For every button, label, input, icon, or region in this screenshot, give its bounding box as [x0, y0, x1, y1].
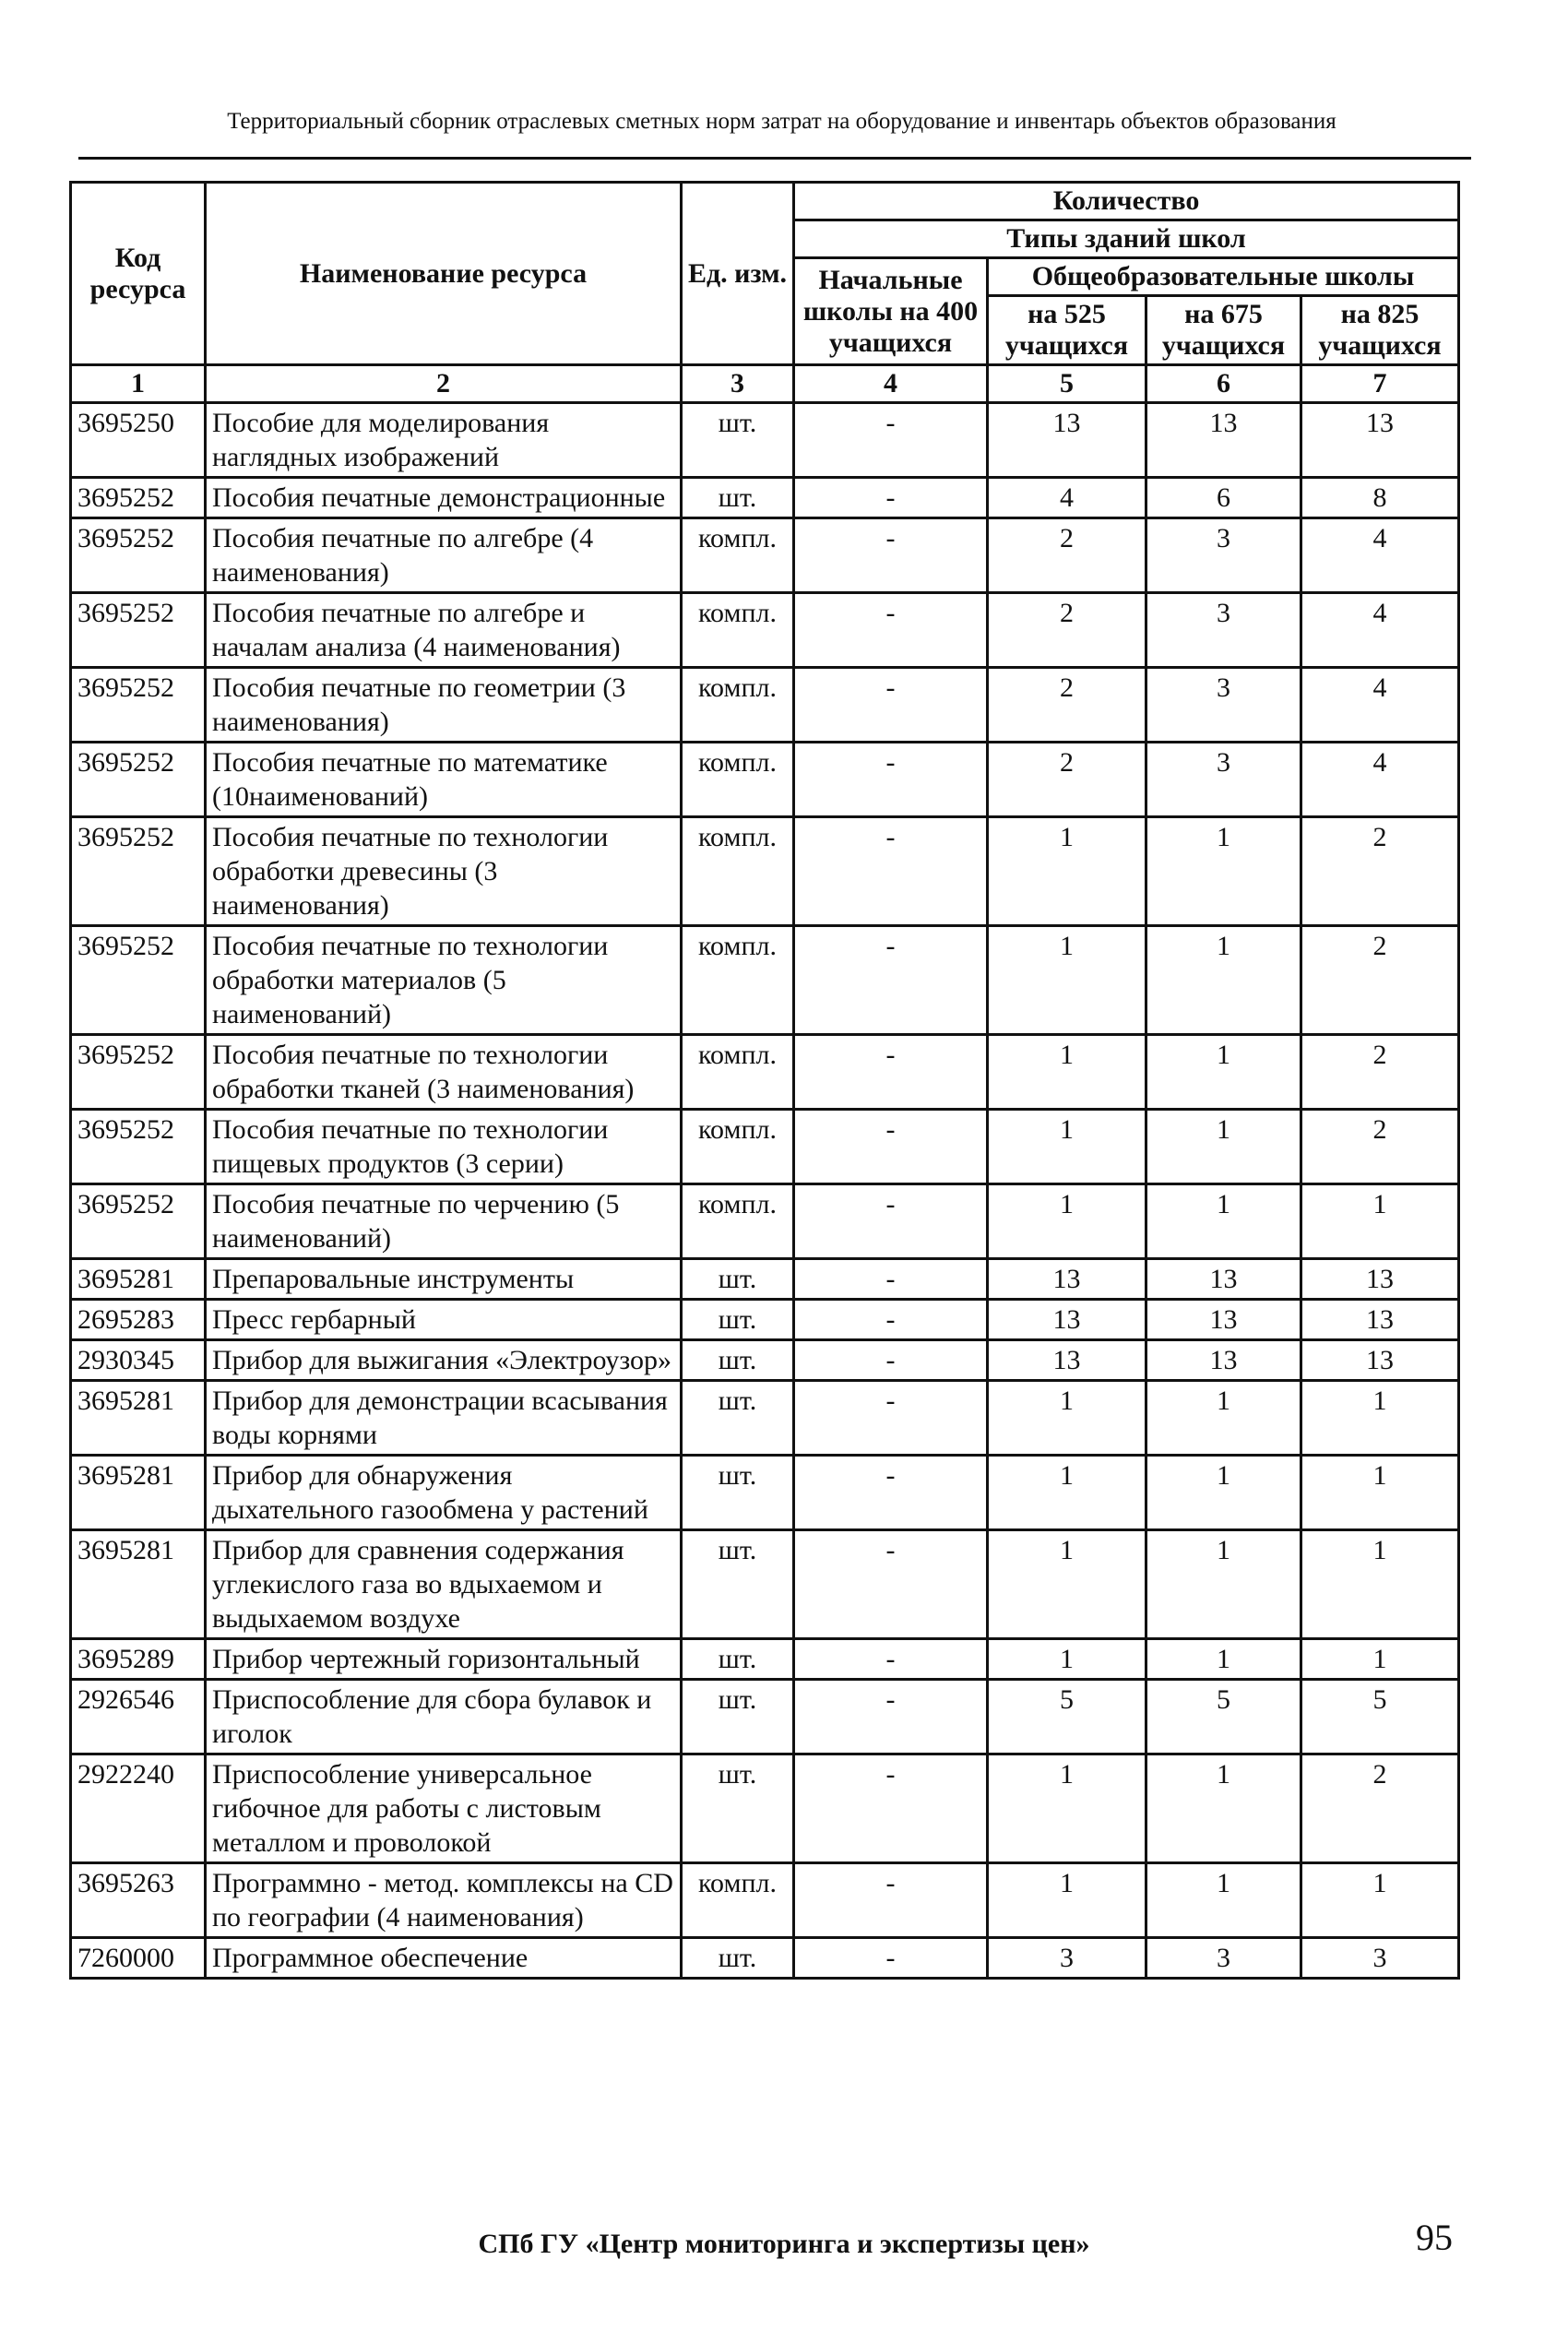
qty-general-675: 13: [1146, 1300, 1301, 1340]
resource-code: 3695252: [71, 518, 206, 593]
resource-code: 3695252: [71, 1035, 206, 1110]
unit-of-measure: шт.: [682, 478, 794, 518]
table-row: [71, 1110, 1459, 1184]
unit-of-measure: компл.: [682, 1184, 794, 1259]
qty-general-675: 1: [1146, 1381, 1301, 1456]
qty-general-675: 1: [1146, 1184, 1301, 1259]
column-number: 2: [206, 365, 682, 403]
qty-general-675: 3: [1146, 518, 1301, 593]
table-row: [71, 1639, 1459, 1680]
resource-name: Прибор для обнаружения дыхательного газообмена у растений: [206, 1456, 682, 1530]
qty-general-825: 4: [1301, 668, 1459, 743]
qty-general-525: 1: [988, 1863, 1146, 1938]
qty-general-675: 1: [1146, 1639, 1301, 1680]
resource-name: Пособия печатные по технологии обработки древесины (3 наименования): [206, 817, 682, 926]
qty-general-675: 3: [1146, 1938, 1301, 1979]
qty-general-525: 3: [988, 1938, 1146, 1979]
header-cap-825: на 825 учащихся: [1301, 296, 1459, 365]
unit-of-measure: шт.: [682, 1340, 794, 1381]
unit-of-measure: шт.: [682, 1381, 794, 1456]
unit-of-measure: компл.: [682, 926, 794, 1035]
header-unit: Ед. изм.: [682, 183, 794, 365]
qty-general-525: 13: [988, 1340, 1146, 1381]
qty-general-675: 1: [1146, 1754, 1301, 1863]
unit-of-measure: компл.: [682, 1863, 794, 1938]
column-number: 4: [794, 365, 988, 403]
header-code: Код ресурса: [71, 183, 206, 365]
resource-code: 3695252: [71, 1184, 206, 1259]
qty-general-675: 1: [1146, 1035, 1301, 1110]
resource-code: 2926546: [71, 1680, 206, 1754]
table-row: [71, 926, 1459, 1035]
resource-name: Пособия печатные по технологии обработки материалов (5 наименований): [206, 926, 682, 1035]
resource-code: 3695252: [71, 926, 206, 1035]
qty-general-675: 6: [1146, 478, 1301, 518]
header-cap-675: на 675 учащихся: [1146, 296, 1301, 365]
resource-name: Приспособление универсальное гибочное для работы с листовым металлом и проволокой: [206, 1754, 682, 1863]
qty-general-675: 1: [1146, 926, 1301, 1035]
qty-general-825: 1: [1301, 1381, 1459, 1456]
qty-primary-400: -: [794, 1381, 988, 1456]
table-row: [71, 668, 1459, 743]
qty-general-675: 1: [1146, 1456, 1301, 1530]
qty-primary-400: -: [794, 1340, 988, 1381]
header-name: Наименование ресурса: [206, 183, 682, 365]
qty-general-825: 2: [1301, 926, 1459, 1035]
qty-general-825: 1: [1301, 1456, 1459, 1530]
page-number: 95: [1416, 2217, 1453, 2258]
resource-code: 3695263: [71, 1863, 206, 1938]
resource-name: Пособие для моделирования наглядных изображений: [206, 403, 682, 478]
qty-primary-400: -: [794, 926, 988, 1035]
unit-of-measure: шт.: [682, 403, 794, 478]
qty-primary-400: -: [794, 1639, 988, 1680]
resource-name: Прибор чертежный горизонтальный: [206, 1639, 682, 1680]
qty-general-525: 1: [988, 926, 1146, 1035]
unit-of-measure: компл.: [682, 817, 794, 926]
resource-code: 3695289: [71, 1639, 206, 1680]
qty-general-825: 8: [1301, 478, 1459, 518]
qty-general-825: 5: [1301, 1680, 1459, 1754]
unit-of-measure: шт.: [682, 1456, 794, 1530]
column-number: 3: [682, 365, 794, 403]
resource-name: Пособия печатные по алгебре (4 наименования): [206, 518, 682, 593]
qty-general-525: 1: [988, 1035, 1146, 1110]
resource-name: Прибор для демонстрации всасывания воды корнями: [206, 1381, 682, 1456]
qty-general-525: 2: [988, 743, 1146, 817]
unit-of-measure: шт.: [682, 1300, 794, 1340]
qty-general-525: 1: [988, 1639, 1146, 1680]
qty-general-825: 2: [1301, 1754, 1459, 1863]
resource-code: 3695252: [71, 668, 206, 743]
resource-code: 3695252: [71, 817, 206, 926]
resource-code: 3695250: [71, 403, 206, 478]
table-row: [71, 1938, 1459, 1979]
unit-of-measure: компл.: [682, 593, 794, 668]
qty-general-825: 13: [1301, 1300, 1459, 1340]
qty-primary-400: -: [794, 478, 988, 518]
unit-of-measure: компл.: [682, 668, 794, 743]
qty-primary-400: -: [794, 1300, 988, 1340]
table-row: [71, 518, 1459, 593]
column-number: 6: [1146, 365, 1301, 403]
qty-primary-400: -: [794, 1259, 988, 1300]
running-header: Территориальный сборник отраслевых сметных норм затрат на оборудование и инвентарь объектов образования: [227, 109, 1336, 134]
column-number: 7: [1301, 365, 1459, 403]
qty-general-525: 1: [988, 1184, 1146, 1259]
qty-primary-400: -: [794, 1863, 988, 1938]
qty-general-525: 5: [988, 1680, 1146, 1754]
resource-code: 2695283: [71, 1300, 206, 1340]
resource-code: 3695252: [71, 593, 206, 668]
unit-of-measure: шт.: [682, 1530, 794, 1639]
qty-general-825: 3: [1301, 1938, 1459, 1979]
qty-primary-400: -: [794, 1184, 988, 1259]
qty-general-675: 13: [1146, 403, 1301, 478]
resource-name: Пособия печатные по технологии пищевых продуктов (3 серии): [206, 1110, 682, 1184]
qty-general-525: 1: [988, 1754, 1146, 1863]
resource-name: Приспособление для сбора булавок и иголок: [206, 1680, 682, 1754]
header-building-types: Типы зданий школ: [794, 220, 1459, 258]
qty-general-825: 1: [1301, 1863, 1459, 1938]
qty-general-825: 13: [1301, 403, 1459, 478]
table-row: [71, 1035, 1459, 1110]
qty-general-525: 2: [988, 518, 1146, 593]
header-primary-schools: Начальные школы на 400 учащихся: [794, 258, 988, 365]
unit-of-measure: шт.: [682, 1639, 794, 1680]
qty-primary-400: -: [794, 518, 988, 593]
qty-general-675: 1: [1146, 1530, 1301, 1639]
qty-general-525: 4: [988, 478, 1146, 518]
qty-general-825: 2: [1301, 817, 1459, 926]
resource-code: 3695281: [71, 1259, 206, 1300]
table-row: [71, 1456, 1459, 1530]
resource-name: Прибор для выжигания «Электроузор»: [206, 1340, 682, 1381]
qty-primary-400: -: [794, 1680, 988, 1754]
unit-of-measure: компл.: [682, 743, 794, 817]
qty-general-525: 1: [988, 1530, 1146, 1639]
qty-general-825: 4: [1301, 518, 1459, 593]
qty-general-525: 1: [988, 817, 1146, 926]
qty-primary-400: -: [794, 1530, 988, 1639]
qty-general-825: 13: [1301, 1259, 1459, 1300]
table-row: [71, 1680, 1459, 1754]
table-row: [71, 1300, 1459, 1340]
unit-of-measure: шт.: [682, 1680, 794, 1754]
qty-general-675: 13: [1146, 1340, 1301, 1381]
qty-general-675: 3: [1146, 668, 1301, 743]
unit-of-measure: компл.: [682, 1110, 794, 1184]
resource-name: Программное обеспечение: [206, 1938, 682, 1979]
qty-general-675: 3: [1146, 743, 1301, 817]
resource-code: 3695252: [71, 743, 206, 817]
qty-general-525: 1: [988, 1381, 1146, 1456]
column-number-row: [71, 365, 1459, 403]
table-row: [71, 593, 1459, 668]
footer-organization: СПб ГУ «Центр мониторинга и экспертизы цен»: [478, 2229, 1090, 2259]
qty-primary-400: -: [794, 743, 988, 817]
table-row: [71, 1184, 1459, 1259]
qty-general-675: 1: [1146, 1863, 1301, 1938]
resource-name: Пресс гербарный: [206, 1300, 682, 1340]
qty-primary-400: -: [794, 817, 988, 926]
unit-of-measure: компл.: [682, 518, 794, 593]
header-rule: [78, 157, 1471, 160]
qty-general-525: 1: [988, 1456, 1146, 1530]
qty-general-525: 1: [988, 1110, 1146, 1184]
qty-primary-400: -: [794, 403, 988, 478]
qty-general-675: 3: [1146, 593, 1301, 668]
column-number: 1: [71, 365, 206, 403]
resource-name: Программно - метод. комплексы на CD по географии (4 наименования): [206, 1863, 682, 1938]
resource-name: Пособия печатные по геометрии (3 наименования): [206, 668, 682, 743]
qty-general-825: 1: [1301, 1530, 1459, 1639]
header-quantity: Количество: [794, 183, 1459, 220]
table-row: [71, 1863, 1459, 1938]
qty-general-525: 13: [988, 1259, 1146, 1300]
table-row: [71, 743, 1459, 817]
qty-primary-400: -: [794, 1456, 988, 1530]
qty-primary-400: -: [794, 593, 988, 668]
resource-name: Препаровальные инструменты: [206, 1259, 682, 1300]
unit-of-measure: шт.: [682, 1259, 794, 1300]
table-row: [71, 1259, 1459, 1300]
table-row: [71, 478, 1459, 518]
qty-general-825: 4: [1301, 743, 1459, 817]
resource-code: 2930345: [71, 1340, 206, 1381]
qty-general-525: 13: [988, 1300, 1146, 1340]
resource-code: 3695281: [71, 1456, 206, 1530]
qty-general-825: 2: [1301, 1110, 1459, 1184]
qty-general-825: 13: [1301, 1340, 1459, 1381]
unit-of-measure: шт.: [682, 1754, 794, 1863]
qty-general-675: 1: [1146, 1110, 1301, 1184]
qty-primary-400: -: [794, 1754, 988, 1863]
qty-general-675: 5: [1146, 1680, 1301, 1754]
qty-general-825: 2: [1301, 1035, 1459, 1110]
resource-name: Пособия печатные по черчению (5 наименований): [206, 1184, 682, 1259]
resource-code: 3695281: [71, 1530, 206, 1639]
qty-general-525: 2: [988, 668, 1146, 743]
table-row: [71, 1340, 1459, 1381]
qty-primary-400: -: [794, 1110, 988, 1184]
resource-name: Пособия печатные по алгебре и началам анализа (4 наименования): [206, 593, 682, 668]
table-row: [71, 817, 1459, 926]
unit-of-measure: компл.: [682, 1035, 794, 1110]
qty-general-675: 1: [1146, 817, 1301, 926]
qty-general-675: 13: [1146, 1259, 1301, 1300]
table-row: [71, 1381, 1459, 1456]
qty-general-525: 13: [988, 403, 1146, 478]
qty-general-825: 1: [1301, 1184, 1459, 1259]
resource-code: 2922240: [71, 1754, 206, 1863]
resource-code: 3695281: [71, 1381, 206, 1456]
header-cap-525: на 525 учащихся: [988, 296, 1146, 365]
table-row: [71, 1754, 1459, 1863]
qty-primary-400: -: [794, 1938, 988, 1979]
resource-name: Пособия печатные по математике (10наименований): [206, 743, 682, 817]
resource-name: Пособия печатные по технологии обработки тканей (3 наименования): [206, 1035, 682, 1110]
resource-code: 3695252: [71, 478, 206, 518]
qty-general-825: 4: [1301, 593, 1459, 668]
resource-name: Пособия печатные демонстрационные: [206, 478, 682, 518]
resource-code: 3695252: [71, 1110, 206, 1184]
resource-table: [69, 181, 1460, 1980]
qty-primary-400: -: [794, 668, 988, 743]
resource-name: Прибор для сравнения содержания углекислого газа во вдыхаемом и выдыхаемом воздухе: [206, 1530, 682, 1639]
qty-general-825: 1: [1301, 1639, 1459, 1680]
qty-primary-400: -: [794, 1035, 988, 1110]
resource-table-body: [71, 403, 1459, 1979]
resource-code: 7260000: [71, 1938, 206, 1979]
qty-general-525: 2: [988, 593, 1146, 668]
header-general-schools: Общеобразовательные школы: [988, 258, 1459, 296]
table-row: [71, 403, 1459, 478]
unit-of-measure: шт.: [682, 1938, 794, 1979]
column-number: 5: [988, 365, 1146, 403]
table-row: [71, 1530, 1459, 1639]
